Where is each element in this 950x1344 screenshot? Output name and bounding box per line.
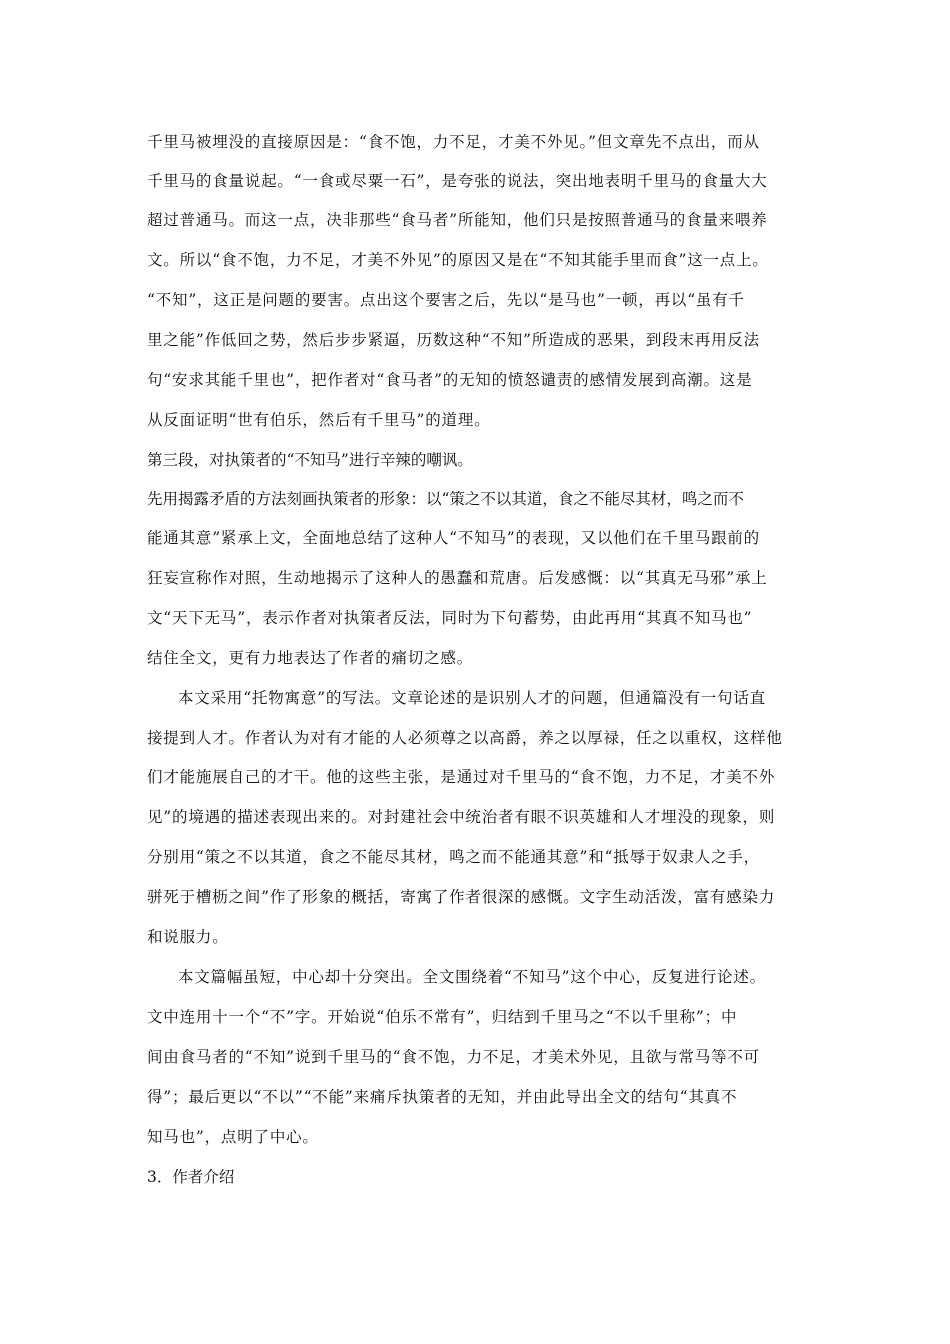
text-line: 结住全文，更有力地表达了作者的痛切之感。 bbox=[147, 649, 474, 667]
section-heading: 第三段，对执策者的“不知马”进行辛辣的嘲讽。 bbox=[147, 451, 473, 469]
text-line: 狂妄宣称作对照，生动地揭示了这种人的愚蠢和荒唐。后发感慨：以“其真无马邪”承上 bbox=[147, 569, 768, 587]
text-line: 们才能施展自己的才干。他的这些主张，是通过对千里马的“食不饱，力不足，才美不外 bbox=[147, 768, 776, 786]
paragraph-start: 本文采用“托物寓意”的写法。文章论述的是识别人才的问题，但通篇没有一句话直 bbox=[178, 689, 766, 707]
text-line: “不知”，这正是问题的要害。点出这个要害之后，先以“是马也”一顿，再以“虽有千 bbox=[147, 291, 745, 309]
text-line: 千里马被埋没的直接原因是：“食不饱，力不足，才美不外见。”但文章先不点出，而从 bbox=[147, 133, 760, 151]
text-line: 知马也”，点明了中心。 bbox=[147, 1128, 319, 1146]
text-line: 句“安求其能千里也”，把作者对“食马者”的无知的愤怒谴责的感情发展到高潮。这是 bbox=[147, 371, 753, 389]
text-line: 和说服力。 bbox=[147, 928, 229, 946]
text-line: 千里马的食量说起。“一食或尽粟一石”，是夸张的说法，突出地表明千里马的食量大大 bbox=[147, 172, 768, 190]
text-line: 得”；最后更以“不以”“不能”来痛斥执策者的无知，并由此导出全文的结句“其真不 bbox=[147, 1088, 738, 1106]
text-line: 文“天下无马”，表示作者对执策者反法，同时为下句蓄势，由此再用“其真不知马也” bbox=[147, 609, 753, 627]
text-line: 见”的境遇的描述表现出来的。对封建社会中统治者有眼不识英雄和人才埋没的现象，则 bbox=[147, 808, 776, 826]
text-line: 从反面证明“世有伯乐，然后有千里马”的道理。 bbox=[147, 411, 491, 429]
text-line: 接提到人才。作者认为对有才能的人必须尊之以高爵，养之以厚禄，任之以重权，这样他 bbox=[147, 729, 783, 747]
text-line: 分别用“策之不以其道，食之不能尽其材，鸣之而不能通其意”和“抵辱于奴隶人之手， bbox=[147, 848, 760, 866]
text-line: 文中连用十一个“不”字。开始说“伯乐不常有”，归结到千里马之“不以千里称”；中 bbox=[147, 1008, 738, 1026]
text-line: 骈死于槽枥之间”作了形象的概括，寄寓了作者很深的感慨。文字生动活泼，富有感染力 bbox=[147, 888, 776, 906]
text-line: 里之能”作低回之势，然后步步紧逼，历数这种“不知”所造成的恶果，到段末再用反法 bbox=[147, 331, 760, 349]
paragraph-start: 本文篇幅虽短，中心却十分突出。全文围绕着“不知马”这个中心，反复进行论述。 bbox=[178, 968, 766, 986]
text-line: 超过普通马。而这一点，决非那些“食马者”所能知，他们只是按照普通马的食量来喂养 bbox=[147, 211, 768, 229]
section-heading: 3．作者介绍 bbox=[147, 1168, 235, 1186]
text-line: 间由食马者的“不知”说到千里马的“食不饱，力不足，才美术外见，且欲与常马等不可 bbox=[147, 1048, 760, 1066]
text-line: 先用揭露矛盾的方法刻画执策者的形象：以“策之不以其道，食之不能尽其材，鸣之而不 bbox=[147, 490, 744, 508]
text-line: 文。所以“食不饱，力不足，才美不外见”的原因又是在“不知其能手里而食”这一点上。 bbox=[147, 251, 769, 269]
text-line: 能通其意”紧承上文，全面地总结了这种人“不知马”的表现，又以他们在千里马跟前的 bbox=[147, 529, 760, 547]
